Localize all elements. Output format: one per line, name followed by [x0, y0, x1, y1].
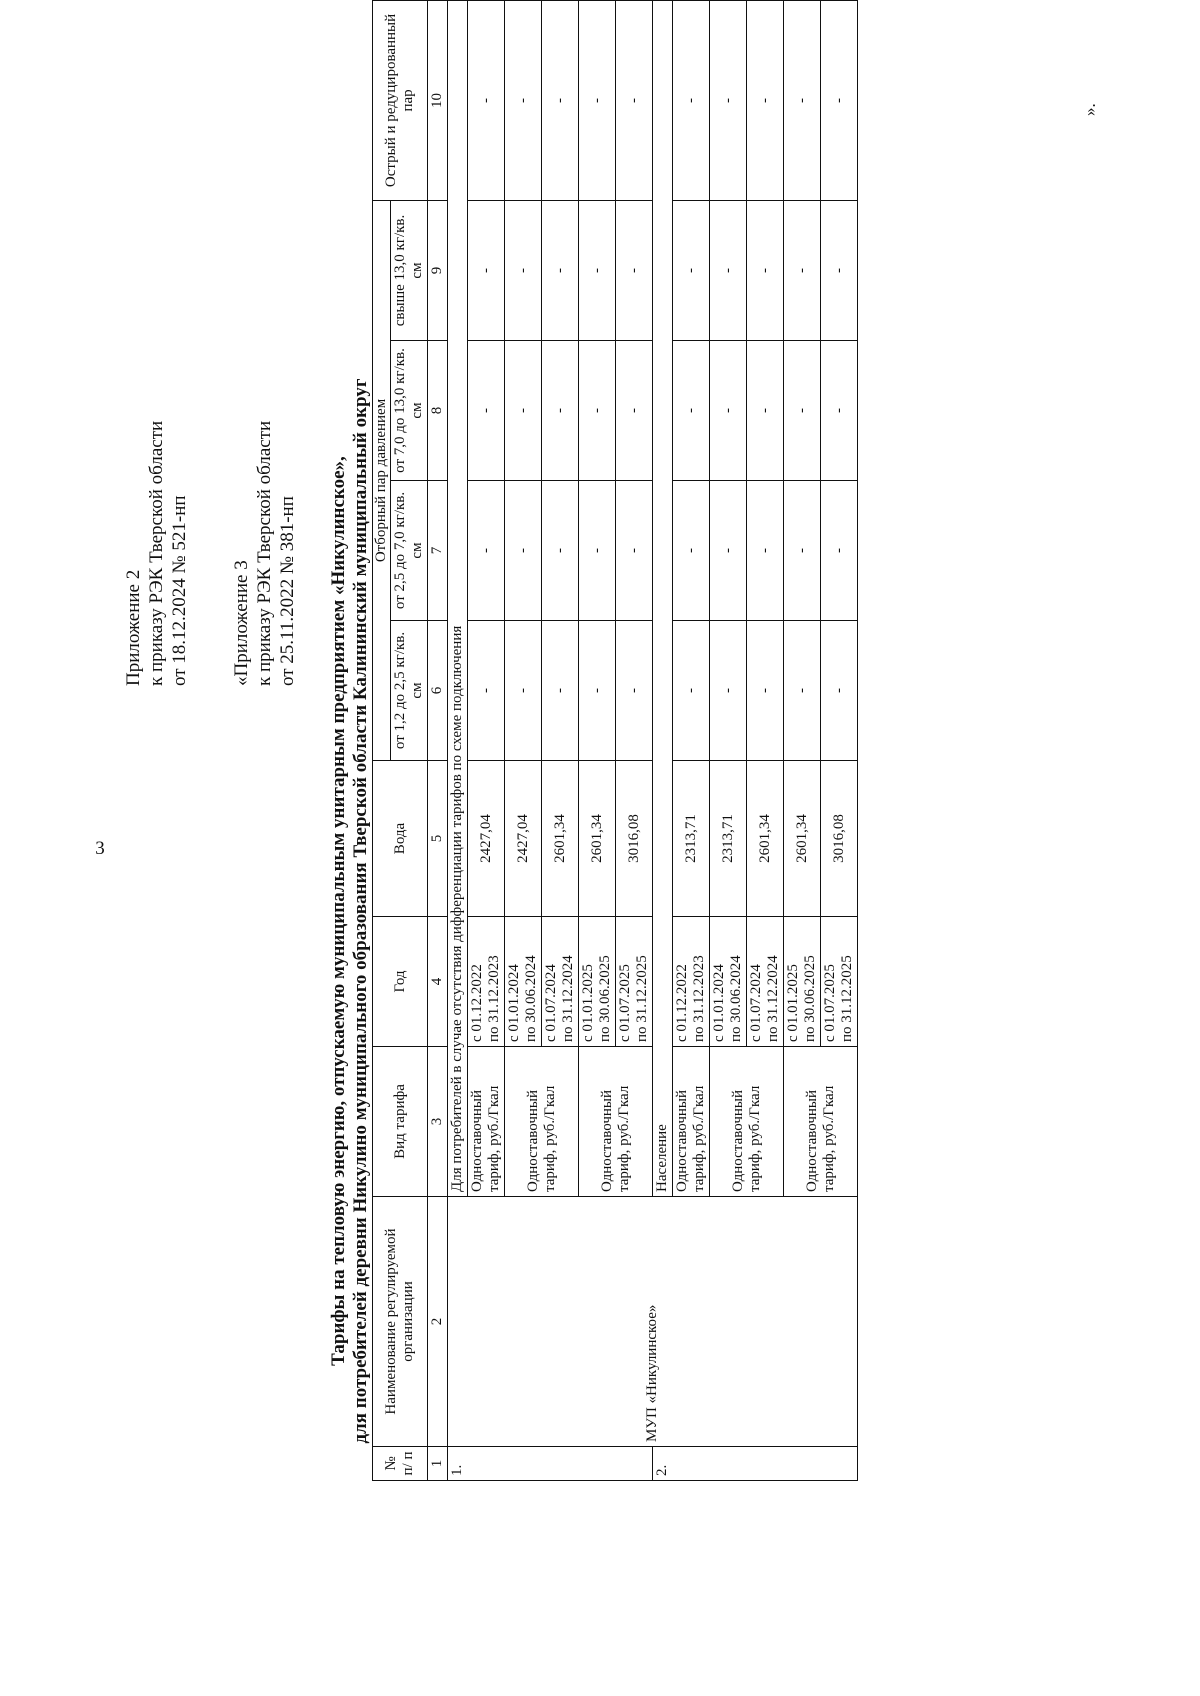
period-from: с 01.01.2024 — [711, 964, 727, 1042]
col-header-steam-3: от 7,0 до 13,0 кг/кв. см — [391, 341, 428, 481]
steam-1-cell: - — [505, 621, 542, 761]
annex-line: к приказу РЭК Тверской области — [254, 420, 275, 686]
sharp-steam-cell: - — [468, 0, 505, 200]
steam-3-cell: - — [747, 341, 784, 481]
steam-3-cell: - — [821, 341, 858, 481]
period-cell — [821, 917, 858, 1047]
section-number: 1. — [448, 1447, 653, 1481]
steam-4-cell: - — [710, 200, 747, 340]
steam-3-cell: - — [784, 341, 821, 481]
steam-4-cell: - — [747, 200, 784, 340]
annex-line: «Приложение 3 — [231, 560, 252, 686]
period-to: по 31.12.2023 — [486, 955, 502, 1042]
col-header-sharp-steam: Острый и редуцированный пар — [373, 0, 428, 200]
steam-3-cell: - — [710, 341, 747, 481]
steam-4-cell: - — [821, 200, 858, 340]
steam-4-cell: - — [468, 200, 505, 340]
period-to: по 31.12.2025 — [634, 955, 650, 1042]
period-cell — [468, 917, 505, 1047]
steam-4-cell: - — [579, 200, 616, 340]
water-cell: 2601,34 — [747, 761, 784, 917]
column-number: 1 — [428, 1447, 448, 1481]
steam-1-cell: - — [468, 621, 505, 761]
steam-1-cell: - — [616, 621, 653, 761]
steam-1-cell: - — [579, 621, 616, 761]
column-number: 8 — [428, 341, 448, 481]
document-title — [328, 336, 372, 1486]
tariff-type-cell: Одноставочный тариф, руб./Гкал — [673, 1047, 710, 1197]
steam-2-cell: - — [821, 481, 858, 621]
page-number: 3 — [95, 838, 105, 859]
period-cell — [710, 917, 747, 1047]
column-number-row — [428, 0, 448, 1480]
period-to: по 30.06.2025 — [802, 955, 818, 1042]
tariff-type-cell: Одноставочный тариф, руб./Гкал — [710, 1047, 784, 1197]
steam-4-cell: - — [616, 200, 653, 340]
steam-1-cell: - — [710, 621, 747, 761]
period-cell — [579, 917, 616, 1047]
sharp-steam-cell: - — [542, 0, 579, 200]
col-header-water: Вода — [373, 761, 428, 917]
period-from: с 01.07.2024 — [748, 964, 764, 1042]
period-from: с 01.12.2022 — [674, 964, 690, 1042]
column-number: 2 — [428, 1197, 448, 1447]
water-cell: 3016,08 — [616, 761, 653, 917]
period-to: по 30.06.2024 — [728, 955, 744, 1042]
water-cell: 2427,04 — [468, 761, 505, 917]
sharp-steam-cell: - — [747, 0, 784, 200]
period-from: с 01.12.2022 — [469, 964, 485, 1042]
steam-2-cell: - — [784, 481, 821, 621]
col-header-steam-1: от 1,2 до 2,5 кг/кв. см — [391, 621, 428, 761]
annex-prior-reference — [230, 421, 299, 686]
period-to: по 31.12.2025 — [839, 955, 855, 1042]
column-number: 4 — [428, 917, 448, 1047]
annex-current-reference — [122, 421, 191, 686]
title-line: для потребителей деревни Никулино муниципального образования Тверской области Калининский муниципальный округ — [350, 378, 371, 1444]
section-row — [448, 0, 468, 1480]
annex-line: от 18.12.2024 № 521-нп — [169, 495, 190, 686]
sharp-steam-cell: - — [673, 0, 710, 200]
period-to: по 31.12.2024 — [765, 955, 781, 1042]
water-cell: 2427,04 — [505, 761, 542, 917]
period-cell — [505, 917, 542, 1047]
title-line: Тарифы на тепловую энергию, отпускаемую муниципальным унитарным предприятием «Никулинское», — [328, 456, 349, 1366]
period-to: по 30.06.2024 — [523, 955, 539, 1042]
annex-line: Приложение 2 — [123, 569, 144, 686]
steam-3-cell: - — [468, 341, 505, 481]
steam-2-cell: - — [579, 481, 616, 621]
steam-4-cell: - — [673, 200, 710, 340]
column-number: 9 — [428, 200, 448, 340]
column-number: 10 — [428, 0, 448, 200]
organization-name: МУП «Никулинское» — [448, 1197, 858, 1447]
period-to: по 31.12.2023 — [691, 955, 707, 1042]
steam-4-cell: - — [542, 200, 579, 340]
header-row — [373, 0, 391, 1480]
steam-1-cell: - — [542, 621, 579, 761]
steam-1-cell: - — [673, 621, 710, 761]
steam-1-cell: - — [784, 621, 821, 761]
column-number: 3 — [428, 1047, 448, 1197]
column-number: 5 — [428, 761, 448, 917]
period-from: с 01.01.2025 — [785, 964, 801, 1042]
annex-line: к приказу РЭК Тверской области — [146, 420, 167, 686]
water-cell: 2601,34 — [784, 761, 821, 917]
steam-2-cell: - — [468, 481, 505, 621]
sharp-steam-cell: - — [505, 0, 542, 200]
steam-3-cell: - — [505, 341, 542, 481]
period-from: с 01.07.2025 — [822, 964, 838, 1042]
water-cell: 2601,34 — [579, 761, 616, 917]
steam-3-cell: - — [616, 341, 653, 481]
tariff-type-cell: Одноставочный тариф, руб./Гкал — [784, 1047, 858, 1197]
water-cell: 2601,34 — [542, 761, 579, 917]
steam-1-cell: - — [821, 621, 858, 761]
period-from: с 01.01.2024 — [506, 964, 522, 1042]
closing-quote-mark: ». — [1080, 103, 1099, 116]
col-header-steam-group: Отборный пар давлением — [373, 200, 391, 760]
col-header-tariff-type: Вид тарифа — [373, 1047, 428, 1197]
steam-3-cell: - — [673, 341, 710, 481]
col-header-number: № п/ п — [373, 1447, 428, 1481]
tariff-type-cell: Одноставочный тариф, руб./Гкал — [505, 1047, 579, 1197]
period-from: с 01.01.2025 — [580, 964, 596, 1042]
col-header-steam-4: свыше 13,0 кг/кв. см — [391, 200, 428, 340]
steam-2-cell: - — [710, 481, 747, 621]
annex-line: от 25.11.2022 № 381-нп — [277, 496, 298, 686]
steam-4-cell: - — [505, 200, 542, 340]
column-number: 7 — [428, 481, 448, 621]
water-cell: 2313,71 — [673, 761, 710, 917]
period-to: по 30.06.2025 — [597, 955, 613, 1042]
steam-3-cell: - — [579, 341, 616, 481]
column-number: 6 — [428, 621, 448, 761]
sharp-steam-cell: - — [579, 0, 616, 200]
period-cell — [616, 917, 653, 1047]
section-title: Население — [653, 0, 673, 1196]
steam-2-cell: - — [673, 481, 710, 621]
steam-1-cell: - — [747, 621, 784, 761]
sharp-steam-cell: - — [616, 0, 653, 200]
sharp-steam-cell: - — [710, 0, 747, 200]
period-cell — [673, 917, 710, 1047]
steam-4-cell: - — [784, 200, 821, 340]
period-cell — [542, 917, 579, 1047]
water-cell: 2313,71 — [710, 761, 747, 917]
period-from: с 01.07.2025 — [617, 964, 633, 1042]
period-from: с 01.07.2024 — [543, 964, 559, 1042]
steam-2-cell: - — [616, 481, 653, 621]
col-header-year: Год — [373, 917, 428, 1047]
col-header-organization: Наименование регулируемой организации — [373, 1197, 428, 1447]
tariff-table — [372, 0, 858, 1481]
steam-3-cell: - — [542, 341, 579, 481]
sharp-steam-cell: - — [821, 0, 858, 200]
steam-2-cell: - — [505, 481, 542, 621]
sharp-steam-cell: - — [784, 0, 821, 200]
period-to: по 31.12.2024 — [560, 955, 576, 1042]
tariff-type-cell: Одноставочный тариф, руб./Гкал — [468, 1047, 505, 1197]
water-cell: 3016,08 — [821, 761, 858, 917]
col-header-steam-2: от 2,5 до 7,0 кг/кв. см — [391, 481, 428, 621]
section-number: 2. — [653, 1447, 858, 1481]
period-cell — [747, 917, 784, 1047]
section-title: Для потребителей в случае отсутствия дифференциации тарифов по схеме подключения — [448, 0, 468, 1196]
period-cell — [784, 917, 821, 1047]
steam-2-cell: - — [542, 481, 579, 621]
steam-2-cell: - — [747, 481, 784, 621]
tariff-type-cell: Одноставочный тариф, руб./Гкал — [579, 1047, 653, 1197]
